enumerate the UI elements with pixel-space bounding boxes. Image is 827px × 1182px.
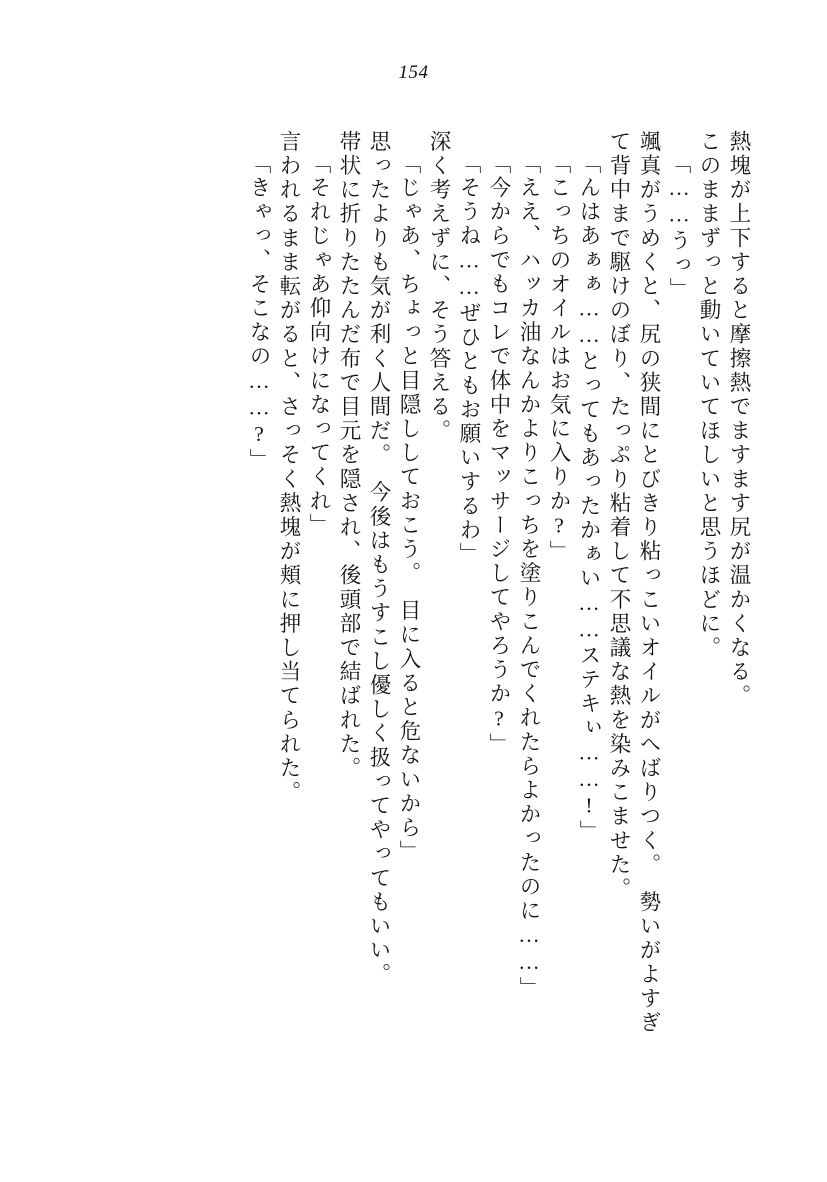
text-line: このままずっと動いていてほしいと思うほどに。 (697, 130, 721, 661)
text-line: 言われるまま転がると、さっそく熱塊が頬に押し当てられた。 (277, 130, 301, 805)
text-line: 思ったよりも気が利く人間だ。 今後はもうすこし優しく扱ってやってもいい。 (367, 130, 391, 987)
text-line: 颯真がうめくと、尻の狭間にとびきり粘っこいオイルがへばりつく。 勢いがよすぎ (637, 130, 661, 1036)
text-line: 「……うっ」 (667, 152, 691, 302)
text-line: 「じゃあ、ちょっと目隠ししておこう。 目に入ると危ないから」 (397, 152, 421, 865)
text-line: 「んはあぁぁ……とってもあったかぁい……ステキぃ……!」 (577, 152, 601, 845)
text-line: 熱塊が上下すると摩擦熱でますます尻が温かくなる。 (727, 130, 751, 709)
text-line: 「きゃっ、そこなの……?」 (247, 152, 271, 473)
text-line: 「ええ、ハッカ油なんかよりこっちを塗りこんでくれたらよかったのに……」 (517, 152, 541, 1001)
text-line: 「それじゃあ仰向けになってくれ」 (307, 152, 331, 538)
text-line: 「こっちのオイルはお気に入りか?」 (547, 152, 571, 565)
body-text-block (109, 130, 749, 1130)
text-line: 深く考えずに、そう答える。 (427, 130, 451, 444)
page-number: 154 (398, 62, 429, 83)
text-line: 「今からでもコレで体中をマッサージしてやろうか?」 (487, 152, 511, 757)
text-line: 「そうね……ぜひともお願いするわ」 (457, 152, 481, 567)
text-line: 帯状に折りたたんだ布で目元を隠され、後頭部で結ばれた。 (337, 130, 361, 781)
text-line: て背中まで駆けのぼり、たっぷり粘着して不思議な熱を染みこませた。 (607, 130, 631, 902)
